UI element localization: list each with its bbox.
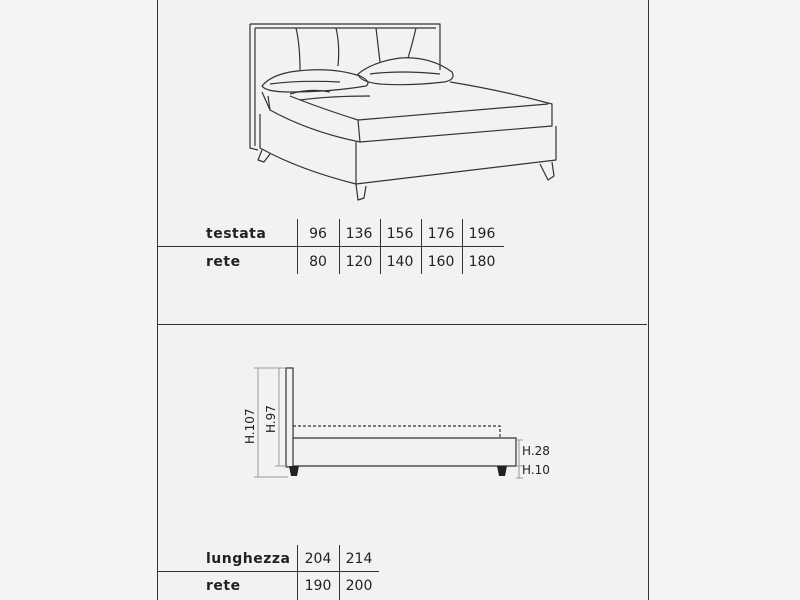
cell: 136 — [345, 226, 373, 242]
cell: 214 — [345, 551, 373, 567]
foot-height-label: H.10 — [522, 463, 550, 477]
base-height-label: H.28 — [522, 444, 550, 458]
cell: 200 — [345, 578, 373, 594]
row-label-rete: rete — [206, 578, 241, 594]
cell: 180 — [468, 254, 496, 270]
row-label-rete: rete — [206, 254, 241, 270]
cell: 160 — [427, 254, 455, 270]
cell: 80 — [309, 254, 327, 270]
row-label-lunghezza: lunghezza — [206, 551, 291, 567]
cell: 204 — [304, 551, 332, 567]
row-label-testata: testata — [206, 226, 267, 242]
cell: 120 — [345, 254, 373, 270]
total-height-label: H.107 — [243, 408, 257, 444]
cell: 176 — [427, 226, 455, 242]
headboard-height-label: H.97 — [264, 405, 278, 433]
cell: 96 — [309, 226, 327, 242]
cell: 156 — [386, 226, 414, 242]
cell: 196 — [468, 226, 496, 242]
cell: 190 — [304, 578, 332, 594]
cell: 140 — [386, 254, 414, 270]
